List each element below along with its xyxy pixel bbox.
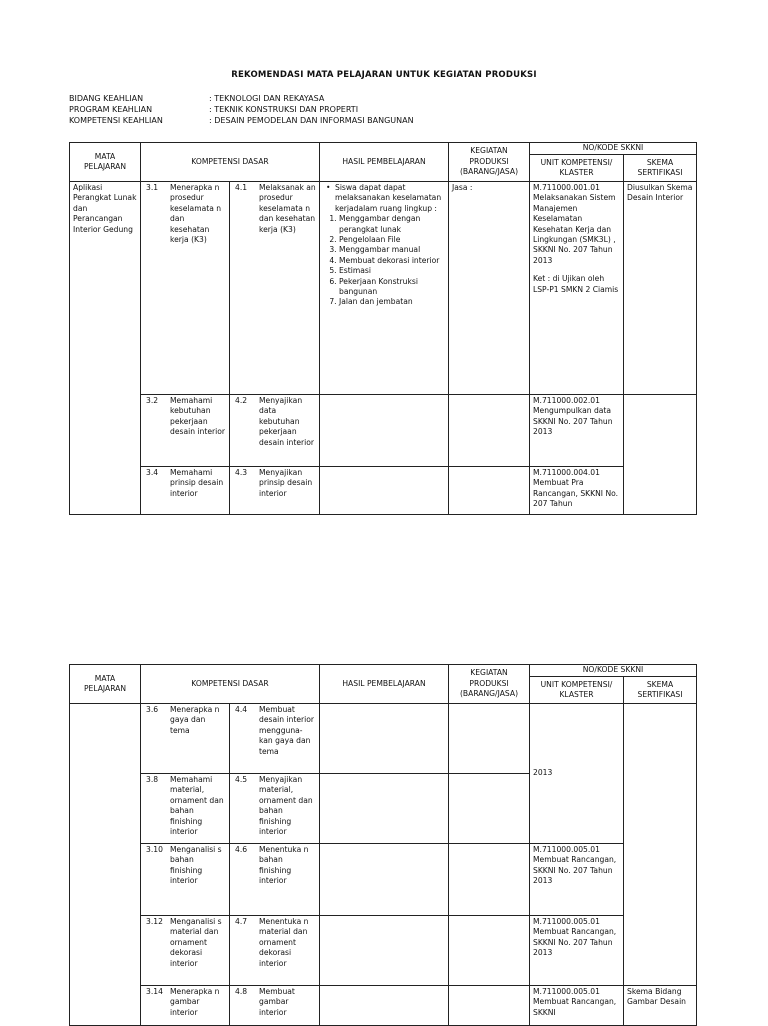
unit-cell: M.711000.002.01 Mengumpulkan data SKKNI No. 207 Tahun 2013 [530,395,624,467]
kd3-cell [141,916,230,986]
mata-pelajaran-cell: Aplikasi Perangkat Lunak dan Perancangan Interior Gedung [70,182,141,515]
hasil-list-item: 2. Pengelolaan File [339,235,445,245]
kd3-number: 3.1 [146,183,159,192]
document-meta [69,93,414,126]
unit-cell: M.711000.005.01 Membuat Rancangan, SKKNI [530,986,624,1026]
kd4-number: 4.1 [235,183,248,192]
header-no-kode-skkni: NO/KODE SKKNI [530,665,697,677]
hasil-cell [320,986,449,1026]
kd3-text: Menganalisi s material dan ornament dekorasi interior [170,917,222,968]
hasil-list-item: 6. Pekerjaan Konstruksi bangunan [339,277,445,298]
kd3-cell [141,704,230,774]
unit-note: Ket : di Ujikan oleh LSP-P1 SMKN 2 Ciamis [533,274,619,294]
header-unit-kompetensi: UNIT KOMPETENSI/ KLASTER [530,155,624,182]
kd3-cell [141,986,230,1026]
header-hasil-pembelajaran: HASIL PEMBELAJARAN [320,665,449,704]
kd4-cell [230,182,320,395]
unit-cell: M.711000.005.01 Membuat Rancangan, SKKNI No. 207 Tahun 2013 [530,916,624,986]
kd4-text: Menyajikan material, ornament dan bahan finishing interior [259,775,313,837]
competency-table-2 [69,664,697,1026]
kd4-number: 4.4 [235,705,248,714]
kd4-cell [230,704,320,774]
skema-cell [624,704,697,986]
kd3-text: Menerapka n prosedur keselamata n dan kesehatan kerja (K3) [170,183,222,245]
kd3-text: Menganalisi s bahan finishing interior [170,845,222,886]
kegiatan-cell: Jasa : [449,182,530,395]
kd3-text: Menerapka n gambar interior [170,987,220,1017]
kd4-number: 4.5 [235,775,248,784]
hasil-cell [320,844,449,916]
kd4-text: Membuat desain interior mengguna- kan gaya dan tema [259,705,315,756]
mata-pelajaran-cell [70,704,141,1026]
kd3-number: 3.10 [146,845,163,854]
competency-table-1 [69,142,697,515]
kegiatan-cell [449,916,530,986]
meta-key: PROGRAM KEAHLIAN [69,105,153,114]
kd4-text: Menyajikan data kebutuhan pekerjaan desain interior [259,396,315,447]
hasil-cell [320,774,449,844]
skema-cell [624,395,697,515]
meta-value: : DESAIN PEMODELAN DAN INFORMASI BANGUNAN [209,116,414,125]
hasil-cell [320,395,449,467]
header-hasil-pembelajaran: HASIL PEMBELAJARAN [320,143,449,182]
kd3-number: 3.2 [146,396,159,405]
meta-row-bidang [69,93,414,104]
kd4-cell [230,774,320,844]
header-kegiatan-produksi: KEGIATAN PRODUKSI (BARANG/JASA) [449,665,530,704]
kd4-number: 4.3 [235,468,248,477]
page-title: REKOMENDASI MATA PELAJARAN UNTUK KEGIATAN PRODUKSI [231,70,537,80]
hasil-list-item: 7. Jalan dan jembatan [339,297,445,307]
kegiatan-cell [449,844,530,916]
header-mata-pelajaran: MATA PELAJARAN [70,665,141,704]
hasil-list-item: 5. Estimasi [339,266,445,276]
header-mata-pelajaran: MATA PELAJARAN [70,143,141,182]
kd4-number: 4.6 [235,845,248,854]
kd4-cell [230,844,320,916]
kd3-number: 3.6 [146,705,159,714]
hasil-list-item: 4. Membuat dekorasi interior [339,256,445,266]
header-kompetensi-dasar: KOMPETENSI DASAR [141,143,320,182]
kd3-text: Memahami material, ornament dan bahan finishing interior [170,775,224,837]
kd3-cell [141,182,230,395]
hasil-cell [320,704,449,774]
kegiatan-cell [449,467,530,515]
meta-value: : TEKNIK KONSTRUKSI DAN PROPERTI [209,105,359,114]
kd4-cell [230,395,320,467]
kd4-text: Membuat gambar interior [259,987,295,1017]
hasil-list [323,214,445,308]
kd4-number: 4.7 [235,917,248,926]
meta-key: KOMPETENSI KEAHLIAN [69,116,163,125]
kd3-cell [141,467,230,515]
kd4-cell [230,986,320,1026]
header-unit-kompetensi: UNIT KOMPETENSI/ KLASTER [530,677,624,704]
header-skema-sertifikasi: SKEMA SERTIFIKASI [624,155,697,182]
kd4-text: Menyajikan prinsip desain interior [259,468,313,498]
kd3-cell [141,395,230,467]
kd3-cell [141,774,230,844]
skema-cell: Diusulkan Skema Desain Interior [624,182,697,395]
unit-cell: M.711000.004.01 Membuat Pra Rancangan, SKKNI No. 207 Tahun [530,467,624,515]
header-no-kode-skkni: NO/KODE SKKNI [530,143,697,155]
kd4-cell [230,916,320,986]
meta-key: BIDANG KEAHLIAN [69,94,144,103]
kd3-number: 3.4 [146,468,159,477]
kegiatan-cell [449,704,530,774]
meta-row-program [69,104,414,115]
unit-cell: M.711000.005.01 Membuat Rancangan, SKKNI No. 207 Tahun 2013 [530,844,624,916]
kd3-number: 3.8 [146,775,159,784]
header-kompetensi-dasar: KOMPETENSI DASAR [141,665,320,704]
kd3-number: 3.14 [146,987,163,996]
kd3-text: Menerapka n gaya dan tema [170,705,220,735]
kegiatan-cell [449,395,530,467]
kd3-text: Memahami kebutuhan pekerjaan desain interior [170,396,226,437]
header-kegiatan-produksi: KEGIATAN PRODUKSI (BARANG/JASA) [449,143,530,182]
meta-row-kompetensi [69,115,414,126]
meta-value: : TEKNOLOGI DAN REKAYASA [209,94,325,103]
kd4-cell [230,467,320,515]
kd3-cell [141,844,230,916]
hasil-cell [320,467,449,515]
kegiatan-cell [449,774,530,844]
kd3-number: 3.12 [146,917,163,926]
hasil-intro: • Siswa dapat dapat melaksanakan keselamatan kerjadalam ruang lingkup : [335,183,445,214]
skema-cell: Skema Bidang Gambar Desain [624,986,697,1026]
kd3-text: Memahami prinsip desain interior [170,468,224,498]
hasil-list-item: 1. Menggambar dengan perangkat lunak [339,214,445,235]
unit-cell: 2013 [530,704,624,844]
kd4-text: Melaksanak an prosedur keselamata n dan kesehatan kerja (K3) [259,183,316,234]
kegiatan-cell [449,986,530,1026]
hasil-cell [320,916,449,986]
kd4-text: Menentuka n bahan finishing interior [259,845,309,886]
hasil-list-item: 3. Menggambar manual [339,245,445,255]
kd4-number: 4.2 [235,396,248,405]
kd4-number: 4.8 [235,987,248,996]
kd4-text: Menentuka n material dan ornament dekorasi interior [259,917,309,968]
unit-text: M.711000.001.01 Melaksanakan Sistem Manajemen Keselamatan Kesehatan Kerja dan Lingkungan (SMK3L) , SKKNI No. 207 Tahun 2013 [533,183,616,265]
unit-cell [530,182,624,395]
header-skema-sertifikasi: SKEMA SERTIFIKASI [624,677,697,704]
hasil-cell [320,182,449,395]
